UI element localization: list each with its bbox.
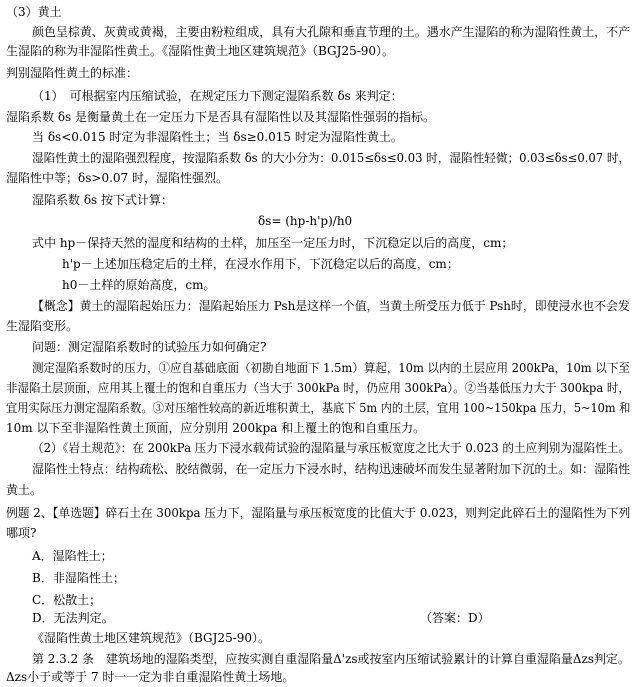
paragraph-line: 判别湿陷性黄土的标准：: [6, 66, 139, 80]
paragraph-line: 问题：测定湿陷系数时的试验压力如何确定?: [32, 340, 267, 354]
paragraph-line: （2）《岩土规范》：在 200kPa 压力下浸水载荷试验的湿陷量与承压板宽度之比大于 0.023 的土应判别为湿陷性土。: [32, 441, 631, 455]
paragraph-line: 非湿陷土层顶面，应用其上覆土的饱和自重压力（当大于 300kPa 时，仍应用 300kPa）。②当基低压力大于 300kpa 时，: [6, 381, 630, 395]
paragraph-line: 湿陷性中等；δs>0.07 时，湿陷性强烈。: [6, 171, 228, 185]
paragraph-line: 宜用实际压力测定湿陷系数。③对压缩性较高的新近堆积黄土，基底下 5m 内的土层，宜用 100~150kpa 压力，5~10m 和: [6, 401, 631, 415]
formula: δs= (hp-h'p)/h0: [258, 214, 353, 228]
paragraph-line: 湿陷系数 δs 是衡量黄土在一定压力下是否具有湿陷性以及其湿陷性强弱的指标。: [6, 110, 436, 124]
paragraph-line: 黄土。: [6, 483, 43, 497]
paragraph-line: 湿陷性黄土的湿陷强烈程度，按湿陷系数 δs 的大小分为：0.015≤δs≤0.03 时，湿陷性轻微；0.03≤δs≤0.07 时，: [32, 151, 631, 165]
option-c: C．松散土；: [32, 593, 102, 607]
reference-line: 《湿陷性黄土地区建筑规范》（BGJ25-90）。: [32, 631, 271, 645]
paragraph-line: h0－土样的原始高度，cm。: [62, 278, 216, 292]
paragraph-line: 10m 以下至非湿陷性黄土顶面，应分别用 200kpa 和上覆土的饱和自重压力。: [6, 421, 426, 435]
paragraph-line: 生湿陷变形。: [6, 319, 79, 333]
paragraph-line: Δzs小于或等于 7 时一一定为非自重湿陷性黄土场地。: [6, 670, 295, 684]
paragraph-line: 测定湿陷系数时的压力，①应自基础底面（初勘自地面下 1.5m）算起，10m 以内的土层应用 200kPa，10m 以下至: [32, 361, 630, 375]
paragraph-line: 第 2.3.2 条 建筑场地的湿陷类型，应按实测自重湿陷量Δ'zs或按室内压缩试验累计的计算自重湿陷量Δzs判定。: [32, 652, 630, 666]
paragraph-line: （1） 可根据室内压缩试验，在规定压力下测定湿陷系数 δs 来判定：: [32, 89, 403, 103]
question-line: 例题 2、【单选题】碎石土在 300kpa 压力下，湿陷量与承压板宽度的比值大于 0.023，则判定此碎石土的湿陷性为下列: [6, 506, 631, 520]
paragraph-line: 生湿陷的称为非湿陷性黄土。《湿陷性黄土地区建筑规范》（BGJ25-90）。: [6, 44, 395, 58]
paragraph-line: 湿陷系数 δs 按下式计算：: [32, 193, 174, 207]
paragraph-line: 颜色呈棕黄、灰黄或黄褐，主要由粉粒组成，具有大孔隙和垂直节理的土。遇水产生湿陷的称为湿陷性黄土，不产: [32, 25, 631, 39]
paragraph-line: 式中 hp－保持天然的湿度和结构的土样，加压至一定压力时，下沉稳定以后的高度，cm；: [32, 236, 514, 250]
option-d: D．无法判定。: [32, 611, 114, 625]
paragraph-line: h'p－上述加压稳定后的土样，在浸水作用下，下沉稳定以后的高度，cm；: [62, 257, 459, 271]
paragraph-line: 湿陷性土特点：结构疏松、胶结微弱，在一定压力下浸水时，结构迅速破坏而发生显著附加下沉的土。如：湿陷性: [32, 462, 631, 476]
section-heading: （3）黄土: [6, 5, 62, 19]
answer: （答案：D）: [420, 611, 490, 625]
paragraph-line: 当 δs<0.015 时定为非湿陷性土；当 δs≥0.015 时定为湿陷性黄土。: [32, 130, 403, 144]
paragraph-line: 【概念】黄土的湿陷起始压力：湿陷起始压力 Psh是这样一个值，当黄土所受压力低于 Psh时，即使浸水也不会发: [32, 299, 630, 313]
question-line: 哪项?: [6, 526, 37, 540]
option-b: B．非湿陷性土；: [32, 571, 125, 585]
option-a: A．湿陷性土；: [32, 549, 113, 563]
